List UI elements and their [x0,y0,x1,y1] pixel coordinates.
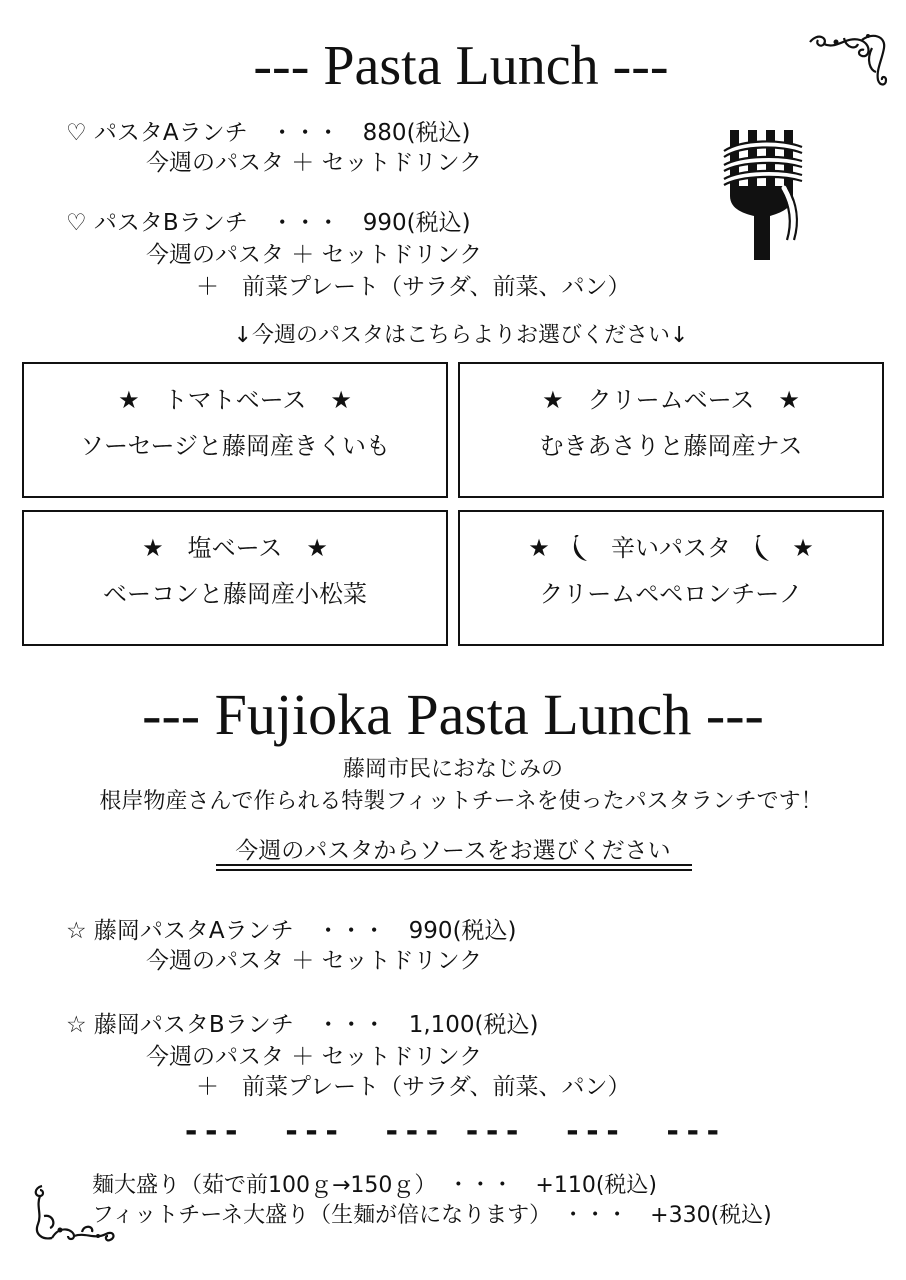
pasta-box-dish: クリームペペロンチーノ [539,580,803,608]
double-underline [216,864,692,871]
fujioka-lunch-a-desc: 今週のパスタ ＋ セットドリンク [146,948,483,974]
fork-with-pasta-icon [722,128,806,264]
spicy-label: 辛いパスタ [611,534,731,562]
fujioka-title: --- Fujioka Pasta Lunch --- [142,682,764,747]
pasta-box-heading: ★ 塩ベース ★ [142,534,328,562]
dashed-separator: --- --- --- --- --- --- [182,1114,724,1149]
pasta-box-spicy [458,510,884,646]
lunch-b-extra: ＋ 前菜プレート（サラダ、前菜、パン） [196,274,631,300]
choose-sauce-heading: 今週のパスタからソースをお選びください [235,838,671,864]
chili-pepper-icon [571,535,589,563]
pasta-box-salt [22,510,448,646]
pasta-box-heading [460,528,882,563]
pasta-box-tomato [22,362,448,498]
choose-pasta-note: ↓今週のパスタはこちらよりお選びください↓ [233,323,689,348]
lunch-a-name: ♡ パスタAランチ ・・・ 880(税込) [66,120,471,146]
lunch-b-desc: 今週のパスタ ＋ セットドリンク [146,242,483,268]
lunch-b-name: ♡ パスタBランチ ・・・ 990(税込) [66,210,471,236]
star-right: ★ [792,534,814,562]
page-title: --- Pasta Lunch --- [253,35,669,97]
pasta-box-cream [458,362,884,498]
pasta-box-heading: ★ クリームベース ★ [542,386,800,414]
fujioka-lunch-b-extra: ＋ 前菜プレート（サラダ、前菜、パン） [196,1074,631,1100]
option-large-noodles: 麺大盛り（茹で前100ｇ→150ｇ） ・・・ +110(税込) [92,1173,658,1198]
fujioka-lunch-b-desc: 今週のパスタ ＋ セットドリンク [146,1044,483,1070]
pasta-box-dish: ベーコンと藤岡産小松菜 [103,580,367,608]
ornament-bottom-left-icon [30,1180,120,1246]
pasta-box-heading: ★ トマトベース ★ [118,386,352,414]
fujioka-lunch-b-name: ☆ 藤岡パスタBランチ ・・・ 1,100(税込) [66,1012,539,1038]
lunch-a-desc: 今週のパスタ ＋ セットドリンク [146,150,483,176]
fujioka-intro-line1: 藤岡市民におなじみの [342,757,563,782]
star-left: ★ [528,534,550,562]
chili-pepper-icon [753,535,771,563]
pasta-box-dish: むきあさりと藤岡産ナス [539,432,803,460]
fujioka-lunch-a-name: ☆ 藤岡パスタAランチ ・・・ 990(税込) [66,918,517,944]
option-large-fettuccine: フィットチーネ大盛り（生麺が倍になります） ・・・ +330(税込) [92,1203,772,1228]
fujioka-intro-line2: 根岸物産さんで作られる特製フィットチーネを使ったパスタランチです！ [99,789,823,814]
pasta-box-dish: ソーセージと藤岡産きくいも [79,432,391,460]
